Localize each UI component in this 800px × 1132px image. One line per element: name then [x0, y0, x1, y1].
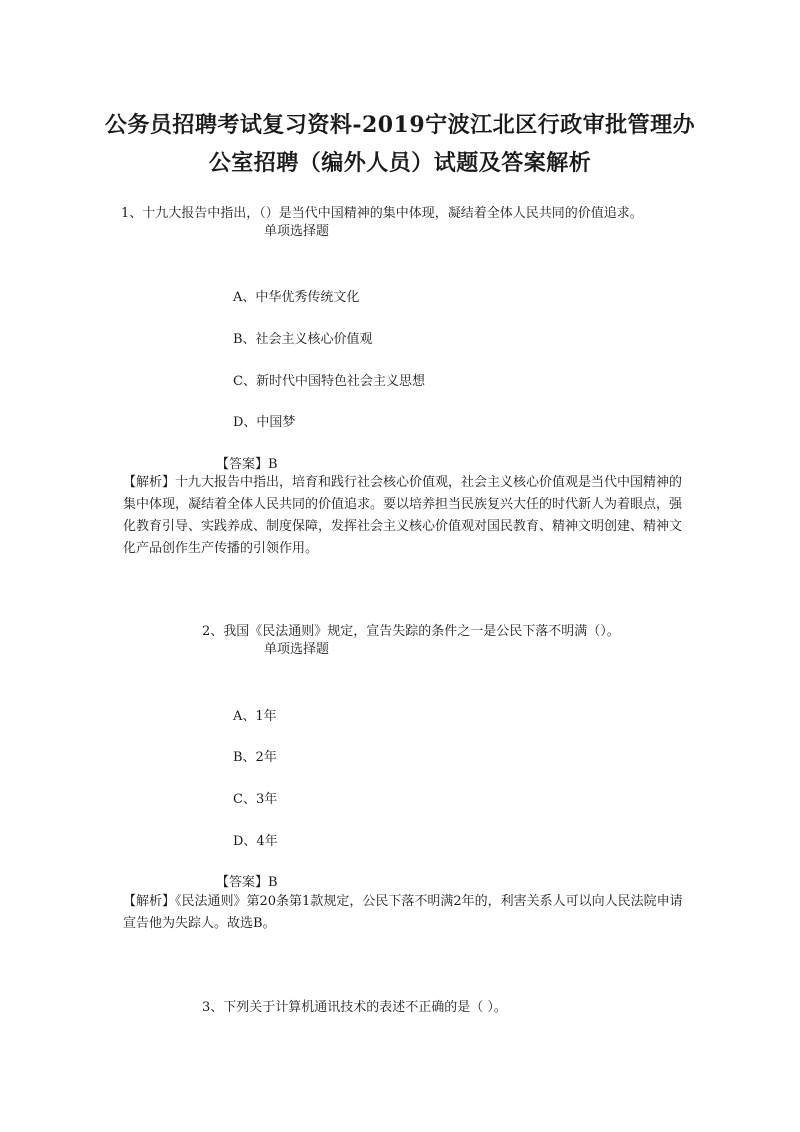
question-2-type: 单项选择题 — [264, 642, 330, 657]
question-2-option-c: C、3年 — [233, 792, 278, 807]
question-2-option-a: A、1年 — [233, 709, 277, 724]
question-2-option-b: B、2年 — [233, 750, 277, 765]
question-1-stem: 1、十九大报告中指出，（）是当代中国精神的集中体现，凝结着全体人民共同的价值追求。 — [121, 206, 643, 221]
question-1-type: 单项选择题 — [264, 224, 330, 239]
question-3-stem: 3、下列关于计算机通讯技术的表述不正确的是（ ）。 — [202, 1000, 507, 1015]
question-1-analysis: 【解析】十九大报告中指出，培育和践行社会核心价值观，社会主义核心价值观是当代中国精神的集中体现，凝结着全体人民共同的价值追求。要以培养担当民族复兴大任的时代新人为着眼点，强化教育引导、实践养成、制度保障，发挥社会主义核心价值观对国民教育、精神文明创建、精神文化产品创作生产传播的引领作用。 — [123, 475, 683, 556]
question-1-option-a: A、中华优秀传统文化 — [233, 290, 360, 305]
question-2-answer: 【答案】B — [216, 875, 278, 890]
question-2-stem: 2、我国《民法通则》规定，宣告失踪的条件之一是公民下落不明满（）。 — [202, 624, 620, 639]
document-title-line-1: 公务员招聘考试复习资料-2019宁波江北区行政审批管理办 — [104, 112, 696, 138]
question-1-option-c: C、新时代中国特色社会主义思想 — [233, 374, 425, 389]
question-1-option-d: D、中国梦 — [233, 415, 296, 430]
document-title-line-2: 公室招聘（编外人员）试题及答案解析 — [208, 150, 592, 176]
question-1-option-b: B、社会主义核心价值观 — [233, 332, 373, 347]
question-2-analysis: 【解析】《民法通则》第20条第1款规定，公民下落不明满2年的，利害关系人可以向人民法院申请宣告他为失踪人。故选B。 — [123, 894, 683, 931]
question-2-option-d: D、4年 — [233, 834, 278, 849]
question-1-answer: 【答案】B — [216, 457, 278, 472]
